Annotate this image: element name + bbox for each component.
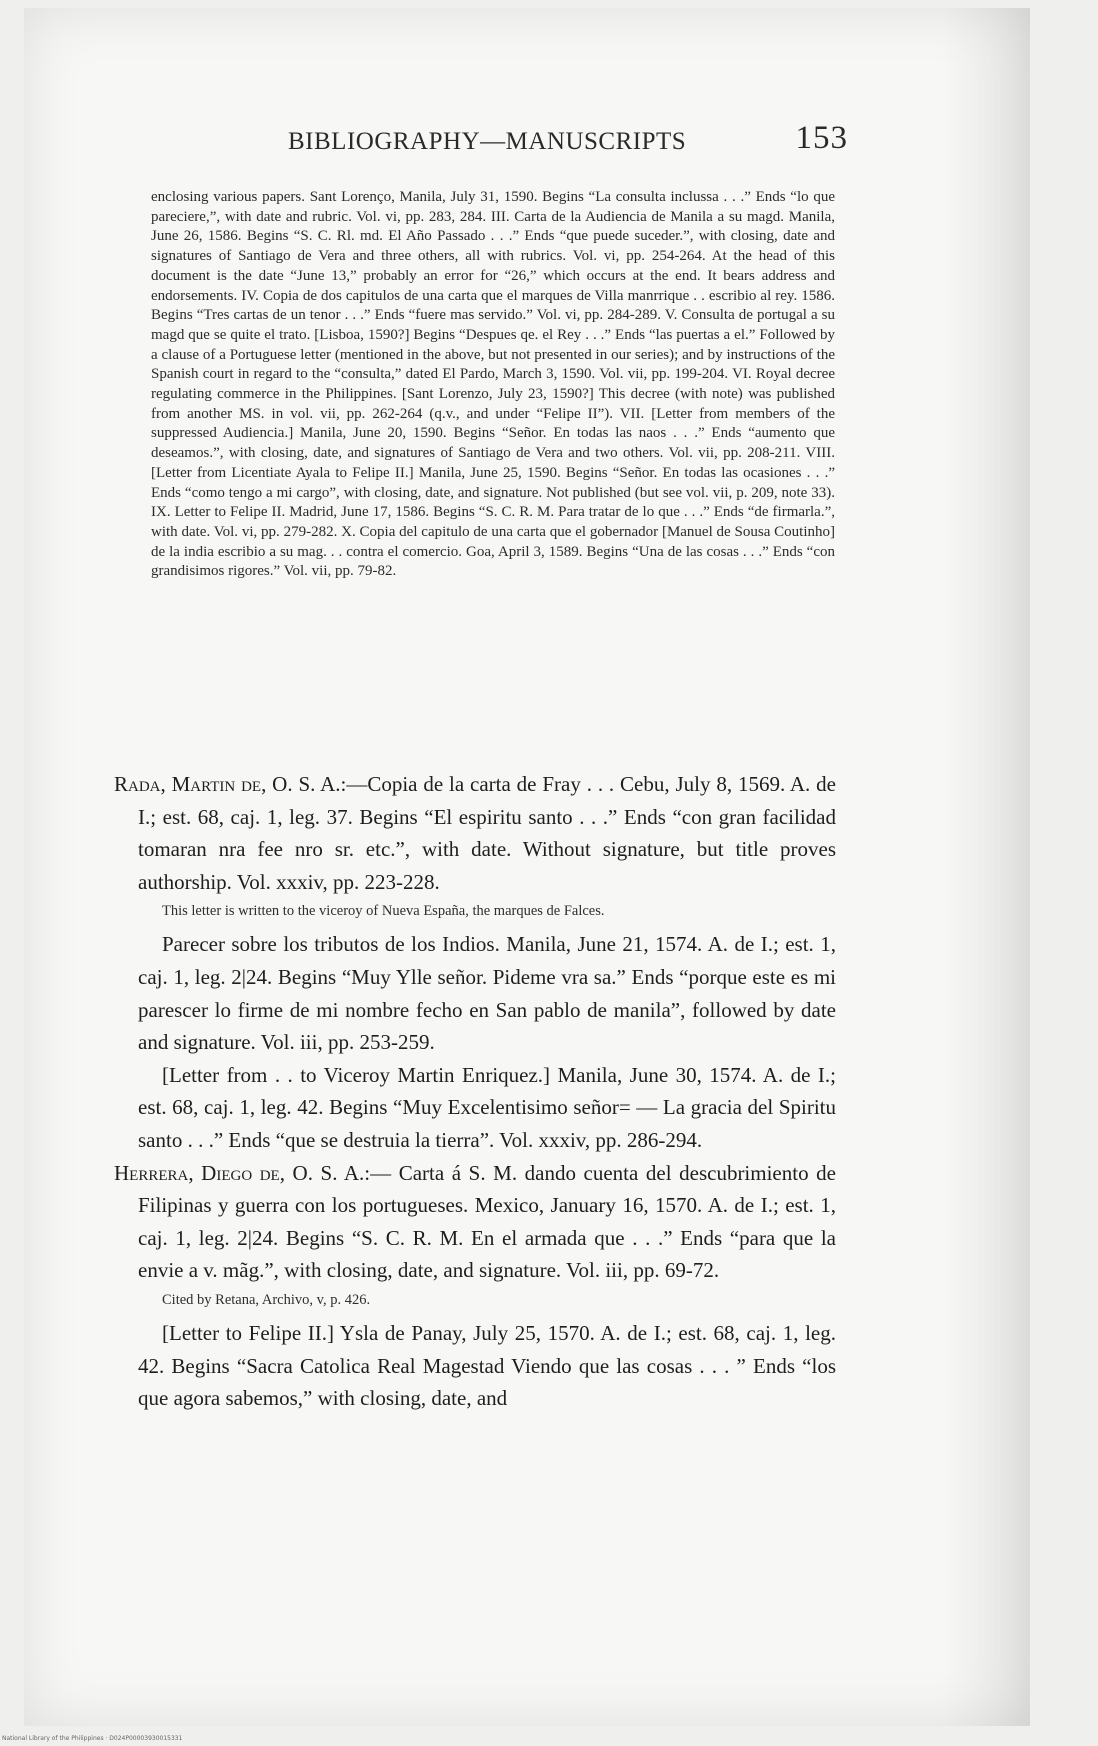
scan-footer: National Library of the Philippines · D024P00003930015331 [2,1735,183,1742]
page-number: 153 [795,120,848,156]
small-text: enclosing various papers. Sant Lorenço, Manila, July 31, 1590. Begins “La consulta inclussa . . .” Ends “lo que pareciere,”, with date and rubric. Vol. vi, pp. 283, 284. III. Carta de la Audiencia de Manila a su magd. Manila, June 26, 1586. Begins “S. C. Rl. md. El Año Passado . . .” Ends “que puede suceder.”, with closing, date and signatures of Santiago de Vera and three others, all with rubrics. Vol. vi, pp. 254-264. At the head of this document is the date “June 13,” probably an error for “26,” which occurs at the end. It bears address and endorsements. IV. Copia de dos capitulos de una carta que el marques de Villa manrrique . . escribio al rey. 1586. Begins “Tres cartas de un tenor . . .” Ends “fuere mas servido.” Vol. vi, pp. 284-289. V. Consulta de portugal a su magd que se quite el trato. [Lisboa, 1590?] Begins “Despues qe. el Rey . . .” Ends “las puertas a el.” Followed by a clause of a Portuguese letter (mentioned in the above, but not presented in our series); and by instructions of the Spanish court in regard to the “consulta,” dated El Pardo, March 3, 1590. Vol. vii, pp. 199-204. VI. Royal decree regulating commerce in the Philippines. [Sant Lorenzo, July 23, 1590?] This decree (with note) was published from another MS. in vol. vii, pp. 262-264 (q.v., and under “Felipe II”). VII. [Letter from members of the suppressed Audiencia.] Manila, June 20, 1590. Begins “Señor. En todas las naos . . .” Ends “aumento que deseamos.”, with closing, date, and signatures of Santiago de Vera and two others. Vol. vii, pp. 208-211. VIII. [Letter from Licentiate Ayala to Felipe II.] Manila, June 25, 1590. Begins “Señor. En todas las ocasiones . . .” Ends “como tengo a mi cargo”, with closing, date, and signature. Not published (but see vol. vii, p. 209, note 33). IX. Letter to Felipe II. Madrid, June 17, 1586. Begins “S. C. R. M. Para tratar de lo que . . .” Ends “de firmarla.”, with date. Vol. vi, pp. 279-282. X. Copia del capitulo de una carta que el gobernador [Manuel de Sousa Coutinho] de la india escribio a su mag. . . contra el comercio. Goa, April 3, 1589. Begins “Una de las cosas . . .” Ends “con grandisimos rigores.” Vol. vii, pp. 79-82. [151,189,835,580]
note-rada: This letter is written to the viceroy of Nueva España, the marques de Falces. [162,903,605,920]
entry-herrera-text: — Carta á S. M. dando cuenta del descubrimiento de Filipinas y guerra con los portugueses. Mexico, January 16, 1570. A. de I.; est. 1, caj. 1, leg. 2|24. Begins “S. C. R. M. En el armada que . . .” Ends “para que la envie a v. mãg.”, with closing, date, and signature. Vol. iii, pp. 69-72. [138,1160,836,1283]
running-head: BIBLIOGRAPHY—MANUSCRIPTS [288,128,687,155]
scanned-page [24,8,1030,1726]
entry-viceroy-letter: [Letter from . . to Viceroy Martin Enriquez.] Manila, June 30, 1574. A. de I.; est. 68, caj. 1, leg. 42. Begins “Muy Excelentisimo señor= — La gracia del Spiritu santo . . .” Ends “que se destruia la tierra”. Vol. xxxiv, pp. 286-294. [138,1062,836,1152]
bibliography-entries [114,768,836,1415]
entry-rada-text: —Copia de la carta de Fray . . . Cebu, July 8, 1569. A. de I.; est. 68, caj. 1, leg. 37. Begins “El espiritu santo . . .” Ends “con gran facilidad tomaran nra fee nro sr. etc.”, with date. Without signature, but title proves authorship. Vol. xxxiv, pp. 223-228. [138,772,836,894]
entry-herrera [114,1157,836,1287]
page-edge-shadow [940,8,1030,1726]
note-herrera: Cited by Retana, Archivo, v, p. 426. [162,1291,371,1308]
author-rada: Rada, Martin de, O. S. A.: [114,772,347,796]
page-header [288,120,848,164]
entry-parecer: Parecer sobre los tributos de los Indios. Manila, June 21, 1574. A. de I.; est. 1, caj. 1, leg. 2|24. Begins “Muy Ylle señor. Pideme vra sa.” Ends “porque este es mi parescer lo firme de mi nombre fecho en San pablo de manila”, followed by date and signature. Vol. iii, pp. 253-259. [138,932,836,1055]
entry-panay-letter: [Letter to Felipe II.] Ysla de Panay, July 25, 1570. A. de I.; est. 68, caj. 1, leg. 42. Begins “Sacra Catolica Real Magestad Viendo que las cosas . . . ” Ends “los que agora sabemos,” with closing, date, and [138,1320,836,1411]
author-herrera: Herrera, Diego de, O. S. A.: [114,1160,371,1185]
entry-rada [114,768,836,898]
continuation-paragraph [151,188,835,582]
